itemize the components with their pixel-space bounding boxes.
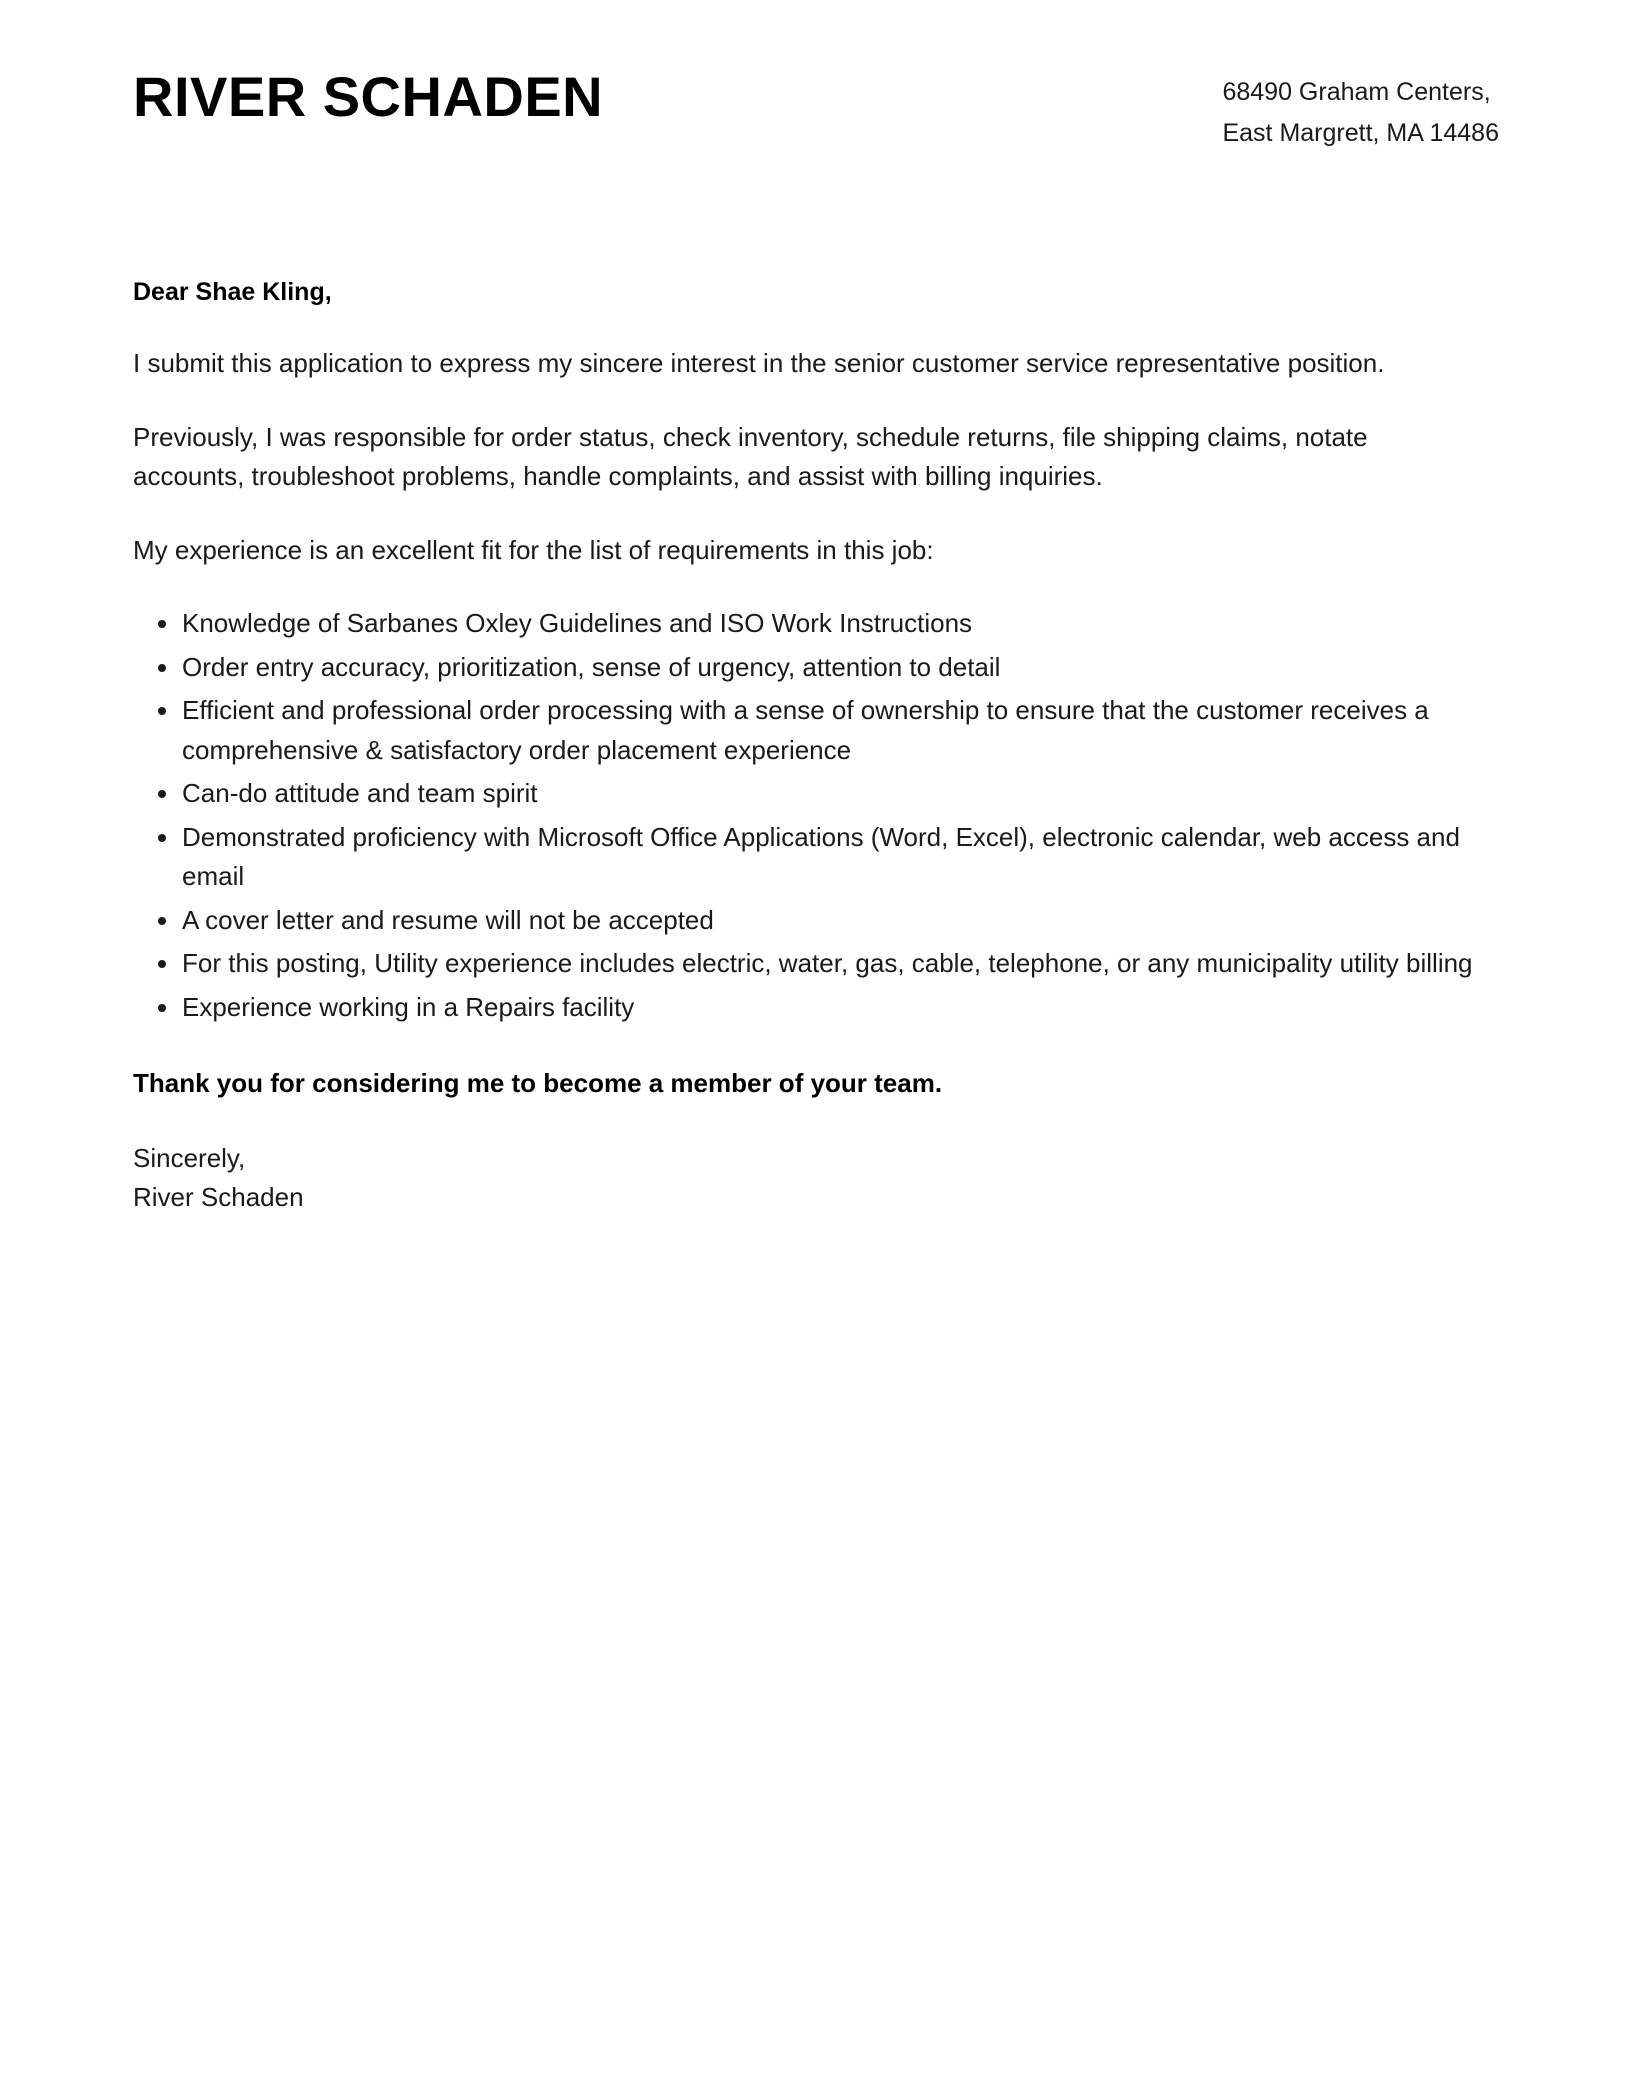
letter-header <box>0 0 1632 153</box>
closing-thanks: Thank you for considering me to become a member of your team. <box>133 1068 943 1099</box>
list-item: Can-do attitude and team spirit <box>133 774 1482 814</box>
list-item: Experience working in a Repairs facility <box>133 988 1482 1028</box>
list-item: For this posting, Utility experience includes electric, water, gas, cable, telephone, or any municipality utility billing <box>133 944 1482 984</box>
paragraph-requirements-lead: My experience is an excellent fit for the list of requirements in this job: <box>133 534 934 565</box>
list-item: Order entry accuracy, prioritization, sense of urgency, attention to detail <box>133 648 1482 688</box>
address-line-2: East Margrett, MA 14486 <box>1222 118 1499 147</box>
salutation: Dear Shae Kling, <box>133 278 332 306</box>
signature-name: River Schaden <box>133 1182 304 1213</box>
signature-closing: Sincerely, <box>133 1142 246 1173</box>
sender-name: RIVER SCHADEN <box>133 65 604 128</box>
list-item: Efficient and professional order processing with a sense of ownership to ensure that the customer receives a comprehensive & satisfactory order placement experience <box>133 691 1482 770</box>
list-item: Demonstrated proficiency with Microsoft Office Applications (Word, Excel), electronic calendar, web access and email <box>133 818 1482 897</box>
sender-address <box>1222 62 1499 153</box>
list-item: Knowledge of Sarbanes Oxley Guidelines and ISO Work Instructions <box>133 604 1482 644</box>
paragraph-intro: I submit this application to express my sincere interest in the senior customer service representative position. <box>133 348 1385 378</box>
signature-block <box>133 1139 1499 1218</box>
list-item: A cover letter and resume will not be accepted <box>133 901 1482 941</box>
paragraph-experience: Previously, I was responsible for order status, check inventory, schedule returns, file shipping claims, notate accounts, troubleshoot problems, handle complaints, and assist with billing inquiries. <box>133 421 1368 492</box>
address-line-1: 68490 Graham Centers, <box>1222 78 1491 106</box>
letter-body <box>0 275 1632 1218</box>
requirements-list <box>133 604 1499 1027</box>
